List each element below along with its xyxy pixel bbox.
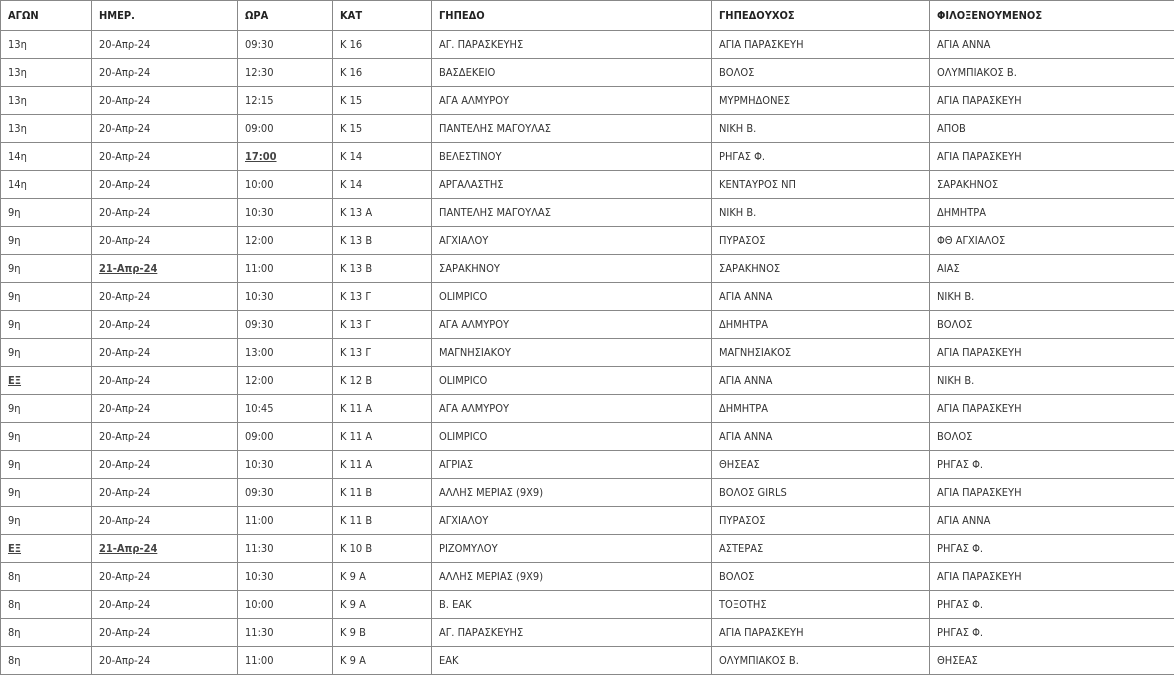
round-cell: 9η — [1, 339, 92, 367]
venue-cell: Β. ΕΑΚ — [432, 591, 712, 619]
date-cell: 20-Απρ-24 — [92, 619, 238, 647]
date-cell: 21-Απρ-24 — [92, 255, 238, 283]
header-time: ΩΡΑ — [238, 1, 333, 31]
time-cell: 10:00 — [238, 171, 333, 199]
time-cell: 11:30 — [238, 535, 333, 563]
away-team-cell: ΡΗΓΑΣ Φ. — [930, 591, 1174, 619]
date-cell: 20-Απρ-24 — [92, 507, 238, 535]
away-team-cell: ΝΙΚΗ Β. — [930, 367, 1174, 395]
away-team-cell: ΑΓΙΑ ΑΝΝΑ — [930, 31, 1174, 59]
venue-cell: ΣΑΡΑΚΗΝΟΥ — [432, 255, 712, 283]
date-cell: 20-Απρ-24 — [92, 87, 238, 115]
category-cell: Κ 11 Β — [333, 479, 432, 507]
category-cell: Κ 9 Β — [333, 619, 432, 647]
home-team-cell: ΡΗΓΑΣ Φ. — [712, 143, 930, 171]
header-date: ΗΜΕΡ. — [92, 1, 238, 31]
home-team-cell: ΑΓΙΑ ΠΑΡΑΣΚΕΥΗ — [712, 619, 930, 647]
away-team-cell: ΡΗΓΑΣ Φ. — [930, 619, 1174, 647]
venue-cell: ΑΡΓΑΛΑΣΤΗΣ — [432, 171, 712, 199]
home-team-cell: ΑΓΙΑ ΠΑΡΑΣΚΕΥΗ — [712, 31, 930, 59]
table-row — [1, 647, 1174, 675]
date-cell: 20-Απρ-24 — [92, 227, 238, 255]
round-cell: 9η — [1, 423, 92, 451]
round-cell: 9η — [1, 451, 92, 479]
date-cell: 20-Απρ-24 — [92, 171, 238, 199]
table-row — [1, 479, 1174, 507]
home-team-cell: ΘΗΣΕΑΣ — [712, 451, 930, 479]
round-cell: 14η — [1, 171, 92, 199]
away-team-cell: ΑΓΙΑ ΠΑΡΑΣΚΕΥΗ — [930, 143, 1174, 171]
round-cell: 9η — [1, 395, 92, 423]
home-team-cell: ΑΓΙΑ ΑΝΝΑ — [712, 283, 930, 311]
category-cell: Κ 9 Α — [333, 563, 432, 591]
venue-cell: ΑΓ. ΠΑΡΑΣΚΕΥΗΣ — [432, 619, 712, 647]
date-cell: 20-Απρ-24 — [92, 31, 238, 59]
table-row — [1, 619, 1174, 647]
round-cell: 9η — [1, 283, 92, 311]
home-team-cell: ΑΓΙΑ ΑΝΝΑ — [712, 423, 930, 451]
away-team-cell: ΒΟΛΟΣ — [930, 311, 1174, 339]
home-team-cell: ΒΟΛΟΣ — [712, 59, 930, 87]
time-cell: 12:15 — [238, 87, 333, 115]
away-team-cell: ΝΙΚΗ Β. — [930, 283, 1174, 311]
header-row — [1, 1, 1174, 31]
date-cell: 20-Απρ-24 — [92, 395, 238, 423]
category-cell: Κ 15 — [333, 115, 432, 143]
venue-cell: ΠΑΝΤΕΛΗΣ ΜΑΓΟΥΛΑΣ — [432, 115, 712, 143]
time-cell: 12:00 — [238, 227, 333, 255]
table-row — [1, 507, 1174, 535]
home-team-cell: ΒΟΛΟΣ GIRLS — [712, 479, 930, 507]
category-cell: Κ 12 Β — [333, 367, 432, 395]
category-cell: Κ 14 — [333, 171, 432, 199]
time-cell: 09:30 — [238, 311, 333, 339]
date-cell: 20-Απρ-24 — [92, 59, 238, 87]
venue-cell: ΑΓΡΙΑΣ — [432, 451, 712, 479]
category-cell: Κ 9 Α — [333, 591, 432, 619]
category-cell: Κ 11 Α — [333, 395, 432, 423]
table-row — [1, 535, 1174, 563]
round-cell: 9η — [1, 479, 92, 507]
round-cell: 8η — [1, 647, 92, 675]
time-cell: 10:00 — [238, 591, 333, 619]
away-team-cell: ΑΓΙΑ ΠΑΡΑΣΚΕΥΗ — [930, 479, 1174, 507]
home-team-cell: ΚΕΝΤΑΥΡΟΣ ΝΠ — [712, 171, 930, 199]
time-cell: 10:30 — [238, 199, 333, 227]
date-cell: 21-Απρ-24 — [92, 535, 238, 563]
venue-cell: ΑΓΑ ΑΛΜΥΡΟΥ — [432, 311, 712, 339]
home-team-cell: ΜΑΓΝΗΣΙΑΚΟΣ — [712, 339, 930, 367]
home-team-cell: ΝΙΚΗ Β. — [712, 115, 930, 143]
away-team-cell: ΑΙΑΣ — [930, 255, 1174, 283]
round-cell: 13η — [1, 87, 92, 115]
venue-cell: ΑΛΛΗΣ ΜΕΡΙΑΣ (9Χ9) — [432, 479, 712, 507]
venue-cell: ΜΑΓΝΗΣΙΑΚΟΥ — [432, 339, 712, 367]
table-row — [1, 451, 1174, 479]
category-cell: Κ 13 Γ — [333, 283, 432, 311]
time-cell: 09:30 — [238, 479, 333, 507]
table-row — [1, 31, 1174, 59]
category-cell: Κ 11 Α — [333, 451, 432, 479]
away-team-cell: ΣΑΡΑΚΗΝΟΣ — [930, 171, 1174, 199]
category-cell: Κ 16 — [333, 31, 432, 59]
date-cell: 20-Απρ-24 — [92, 451, 238, 479]
time-cell: 11:30 — [238, 619, 333, 647]
table-row — [1, 143, 1174, 171]
home-team-cell: ΟΛΥΜΠΙΑΚΟΣ Β. — [712, 647, 930, 675]
date-cell: 20-Απρ-24 — [92, 647, 238, 675]
venue-cell: OLIMPICO — [432, 283, 712, 311]
venue-cell: ΑΓΧΙΑΛΟΥ — [432, 507, 712, 535]
date-cell: 20-Απρ-24 — [92, 199, 238, 227]
table-row — [1, 591, 1174, 619]
table-row — [1, 199, 1174, 227]
date-cell: 20-Απρ-24 — [92, 479, 238, 507]
time-cell: 09:00 — [238, 423, 333, 451]
header-home-team: ΓΗΠΕΔΟΥΧΟΣ — [712, 1, 930, 31]
table-row — [1, 423, 1174, 451]
table-row — [1, 563, 1174, 591]
date-cell: 20-Απρ-24 — [92, 311, 238, 339]
venue-cell: ΒΕΛΕΣΤΙΝΟΥ — [432, 143, 712, 171]
category-cell: Κ 13 Γ — [333, 311, 432, 339]
venue-cell: ΡΙΖΟΜΥΛΟΥ — [432, 535, 712, 563]
header-round: ΑΓΩΝ — [1, 1, 92, 31]
time-cell: 13:00 — [238, 339, 333, 367]
away-team-cell: ΡΗΓΑΣ Φ. — [930, 451, 1174, 479]
category-cell: Κ 13 Γ — [333, 339, 432, 367]
time-cell: 10:30 — [238, 283, 333, 311]
home-team-cell: ΔΗΜΗΤΡΑ — [712, 395, 930, 423]
time-cell: 09:30 — [238, 31, 333, 59]
round-cell: 9η — [1, 227, 92, 255]
away-team-cell: ΑΓΙΑ ΠΑΡΑΣΚΕΥΗ — [930, 395, 1174, 423]
time-cell: 11:00 — [238, 507, 333, 535]
date-cell: 20-Απρ-24 — [92, 339, 238, 367]
home-team-cell: ΑΓΙΑ ΑΝΝΑ — [712, 367, 930, 395]
away-team-cell: ΘΗΣΕΑΣ — [930, 647, 1174, 675]
round-cell: 9η — [1, 507, 92, 535]
away-team-cell: ΦΘ ΑΓΧΙΑΛΟΣ — [930, 227, 1174, 255]
home-team-cell: ΣΑΡΑΚΗΝΟΣ — [712, 255, 930, 283]
home-team-cell: ΠΥΡΑΣΟΣ — [712, 507, 930, 535]
away-team-cell: ΟΛΥΜΠΙΑΚΟΣ Β. — [930, 59, 1174, 87]
category-cell: Κ 11 Α — [333, 423, 432, 451]
schedule-rows — [1, 31, 1174, 675]
header-category: ΚΑΤ — [333, 1, 432, 31]
away-team-cell: ΡΗΓΑΣ Φ. — [930, 535, 1174, 563]
round-cell: 9η — [1, 255, 92, 283]
date-cell: 20-Απρ-24 — [92, 143, 238, 171]
round-cell: 13η — [1, 31, 92, 59]
round-cell: 8η — [1, 563, 92, 591]
venue-cell: ΑΛΛΗΣ ΜΕΡΙΑΣ (9Χ9) — [432, 563, 712, 591]
date-cell: 20-Απρ-24 — [92, 115, 238, 143]
home-team-cell: ΔΗΜΗΤΡΑ — [712, 311, 930, 339]
date-cell: 20-Απρ-24 — [92, 367, 238, 395]
table-row — [1, 115, 1174, 143]
category-cell: Κ 14 — [333, 143, 432, 171]
table-row — [1, 87, 1174, 115]
round-cell: 14η — [1, 143, 92, 171]
away-team-cell: ΑΠΟΒ — [930, 115, 1174, 143]
table-row — [1, 283, 1174, 311]
category-cell: Κ 13 Α — [333, 199, 432, 227]
header-venue: ΓΗΠΕΔΟ — [432, 1, 712, 31]
header-away-team: ΦΙΛΟΞΕΝΟΥΜΕΝΟΣ — [930, 1, 1174, 31]
venue-cell: ΑΓΑ ΑΛΜΥΡΟΥ — [432, 395, 712, 423]
date-cell: 20-Απρ-24 — [92, 423, 238, 451]
away-team-cell: ΑΓΙΑ ΑΝΝΑ — [930, 507, 1174, 535]
away-team-cell: ΑΓΙΑ ΠΑΡΑΣΚΕΥΗ — [930, 87, 1174, 115]
venue-cell: ΑΓΧΙΑΛΟΥ — [432, 227, 712, 255]
time-cell: 11:00 — [238, 255, 333, 283]
date-cell: 20-Απρ-24 — [92, 563, 238, 591]
away-team-cell: ΑΓΙΑ ΠΑΡΑΣΚΕΥΗ — [930, 563, 1174, 591]
venue-cell: ΒΑΣΔΕΚΕΙΟ — [432, 59, 712, 87]
category-cell: Κ 16 — [333, 59, 432, 87]
away-team-cell: ΒΟΛΟΣ — [930, 423, 1174, 451]
round-cell: 8η — [1, 619, 92, 647]
date-cell: 20-Απρ-24 — [92, 591, 238, 619]
table-row — [1, 255, 1174, 283]
time-cell: 12:00 — [238, 367, 333, 395]
round-cell: 9η — [1, 199, 92, 227]
time-cell: 09:00 — [238, 115, 333, 143]
round-cell: 13η — [1, 115, 92, 143]
home-team-cell: ΤΟΞΟΤΗΣ — [712, 591, 930, 619]
round-cell: ΕΞ — [1, 367, 92, 395]
round-cell: 13η — [1, 59, 92, 87]
round-cell: 9η — [1, 311, 92, 339]
home-team-cell: ΝΙΚΗ Β. — [712, 199, 930, 227]
time-cell: 10:30 — [238, 563, 333, 591]
table-row — [1, 367, 1174, 395]
time-cell: 10:30 — [238, 451, 333, 479]
time-cell: 17:00 — [238, 143, 333, 171]
venue-cell: OLIMPICO — [432, 367, 712, 395]
venue-cell: ΑΓ. ΠΑΡΑΣΚΕΥΗΣ — [432, 31, 712, 59]
time-cell: 11:00 — [238, 647, 333, 675]
time-cell: 12:30 — [238, 59, 333, 87]
time-cell: 10:45 — [238, 395, 333, 423]
category-cell: Κ 13 Β — [333, 227, 432, 255]
category-cell: Κ 13 Β — [333, 255, 432, 283]
home-team-cell: ΜΥΡΜΗΔΟΝΕΣ — [712, 87, 930, 115]
table-row — [1, 395, 1174, 423]
home-team-cell: ΠΥΡΑΣΟΣ — [712, 227, 930, 255]
table-row — [1, 311, 1174, 339]
venue-cell: ΑΓΑ ΑΛΜΥΡΟΥ — [432, 87, 712, 115]
round-cell: ΕΞ — [1, 535, 92, 563]
away-team-cell: ΑΓΙΑ ΠΑΡΑΣΚΕΥΗ — [930, 339, 1174, 367]
round-cell: 8η — [1, 591, 92, 619]
table-row — [1, 227, 1174, 255]
away-team-cell: ΔΗΜΗΤΡΑ — [930, 199, 1174, 227]
home-team-cell: ΑΣΤΕΡΑΣ — [712, 535, 930, 563]
category-cell: Κ 10 Β — [333, 535, 432, 563]
category-cell: Κ 15 — [333, 87, 432, 115]
date-cell: 20-Απρ-24 — [92, 283, 238, 311]
venue-cell: OLIMPICO — [432, 423, 712, 451]
table-row — [1, 59, 1174, 87]
table-row — [1, 171, 1174, 199]
home-team-cell: ΒΟΛΟΣ — [712, 563, 930, 591]
venue-cell: ΠΑΝΤΕΛΗΣ ΜΑΓΟΥΛΑΣ — [432, 199, 712, 227]
venue-cell: ΕΑΚ — [432, 647, 712, 675]
table-row — [1, 339, 1174, 367]
category-cell: Κ 9 Α — [333, 647, 432, 675]
category-cell: Κ 11 Β — [333, 507, 432, 535]
